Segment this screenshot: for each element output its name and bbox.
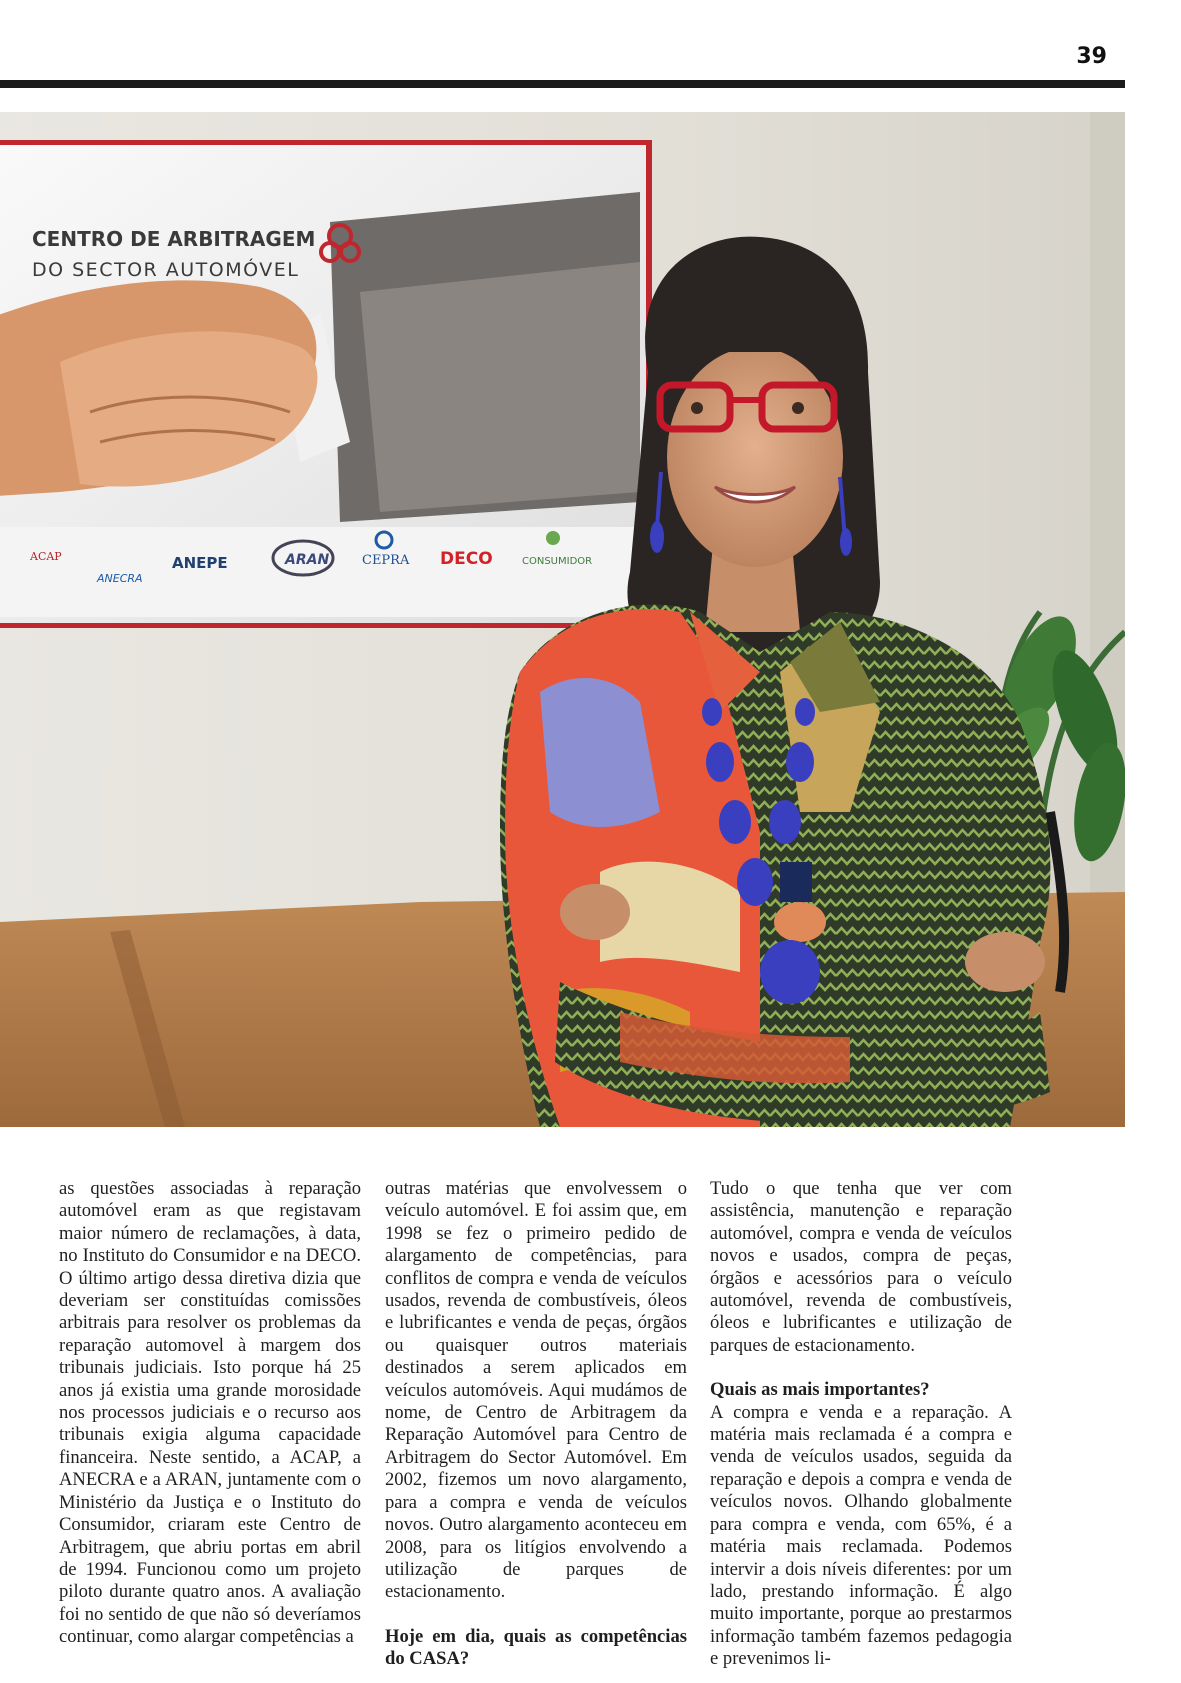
logo-cepra: CEPRA — [362, 553, 410, 568]
header-rule — [0, 80, 1125, 88]
text-column-1 — [59, 1178, 361, 1649]
poster-title-line2: DO SECTOR AUTOMÓVEL — [32, 259, 300, 281]
logo-consumidor: CONSUMIDOR — [522, 556, 593, 567]
paragraph: Tudo o que tenha que ver com assistência, manutenção e reparação automóvel, compra e venda de veículos novos e usados, compra de peças, órgãos e acessórios para o veículo automóvel, revenda de combustíveis, óleos e lubrificantes e utilização de parques de estacionamento. — [710, 1178, 1012, 1356]
logo-aran: ARAN — [285, 552, 330, 568]
interview-question: Quais as mais importantes? — [710, 1379, 930, 1401]
logo-acap: ACAP — [30, 550, 62, 563]
logo-anecra: ANECRA — [97, 572, 143, 585]
logo-anepe: ANEPE — [172, 554, 228, 572]
paragraph: outras matérias que envolvessem o veículo automóvel. E foi assim que, em 1998 se fez o primeiro pedido de alargamento de competências, para conflitos de compra e venda de veículos usados, revenda de combustíveis, óleos e lubrificantes e venda de peças, órgãos ou quaisquer outros materiais destinados a serem aplicados em veículos automóveis. Aqui mudámos de nome, de Centro de Arbitragem da Reparação Automóvel para Centro de Arbitragem do Sector Automóvel. Em 2002, fizemos um novo alargamento, para a compra e venda de veículos novos. Outro alargamento aconteceu em 2008, para os litígios envolvendo a utilização de parques de estacionamento. — [385, 1178, 687, 1603]
poster-title-line1: CENTRO DE ARBITRAGEM — [32, 227, 316, 251]
text-column-3 — [710, 1178, 1012, 1671]
interview-question: Hoje em dia, quais as competências do CASA? — [385, 1625, 687, 1670]
text-column-2 — [385, 1178, 687, 1671]
portrait-photo — [0, 112, 1125, 1127]
page-number: 39 — [1076, 44, 1107, 69]
poster — [0, 140, 652, 628]
logo-deco: DECO — [440, 549, 493, 569]
paragraph: as questões associadas à reparação automóvel eram as que registavam maior número de reclamações, à data, no Instituto do Consumidor e na DECO. O último artigo dessa diretiva dizia que deveriam ser constituídas comissões arbitrais para resolver os problemas da reparação automovel à margem dos tribunais judiciais. Isto porque há 25 anos já existia uma grande morosidade nos processos judiciais e o recurso aos tribunais exigia alguma capacidade financeira. Neste sentido, a ACAP, a ANECRA e a ARAN, juntamente com o Ministério da Justiça e o Instituto do Consumidor, criaram este Centro de Arbitragem, que abriu portas em abril de 1994. Funcionou como um projeto piloto durante quatro anos. A avaliação foi no sentido de que não só deveríamos continuar, como alargar competências a — [59, 1178, 361, 1648]
paragraph: A compra e venda e a reparação. A matéria mais reclamada é a compra e venda de veículos usados, seguida da reparação e depois a compra e venda de veículos novos. Olhando globalmente para compra e venda, com 65%, é a matéria mais reclamada. Podemos intervir a dois níveis diferentes: por um lado, prestando informação. É algo muito importante, porque ao prestarmos informação também fazemos pedagogia e prevenimos li- — [710, 1401, 1012, 1670]
